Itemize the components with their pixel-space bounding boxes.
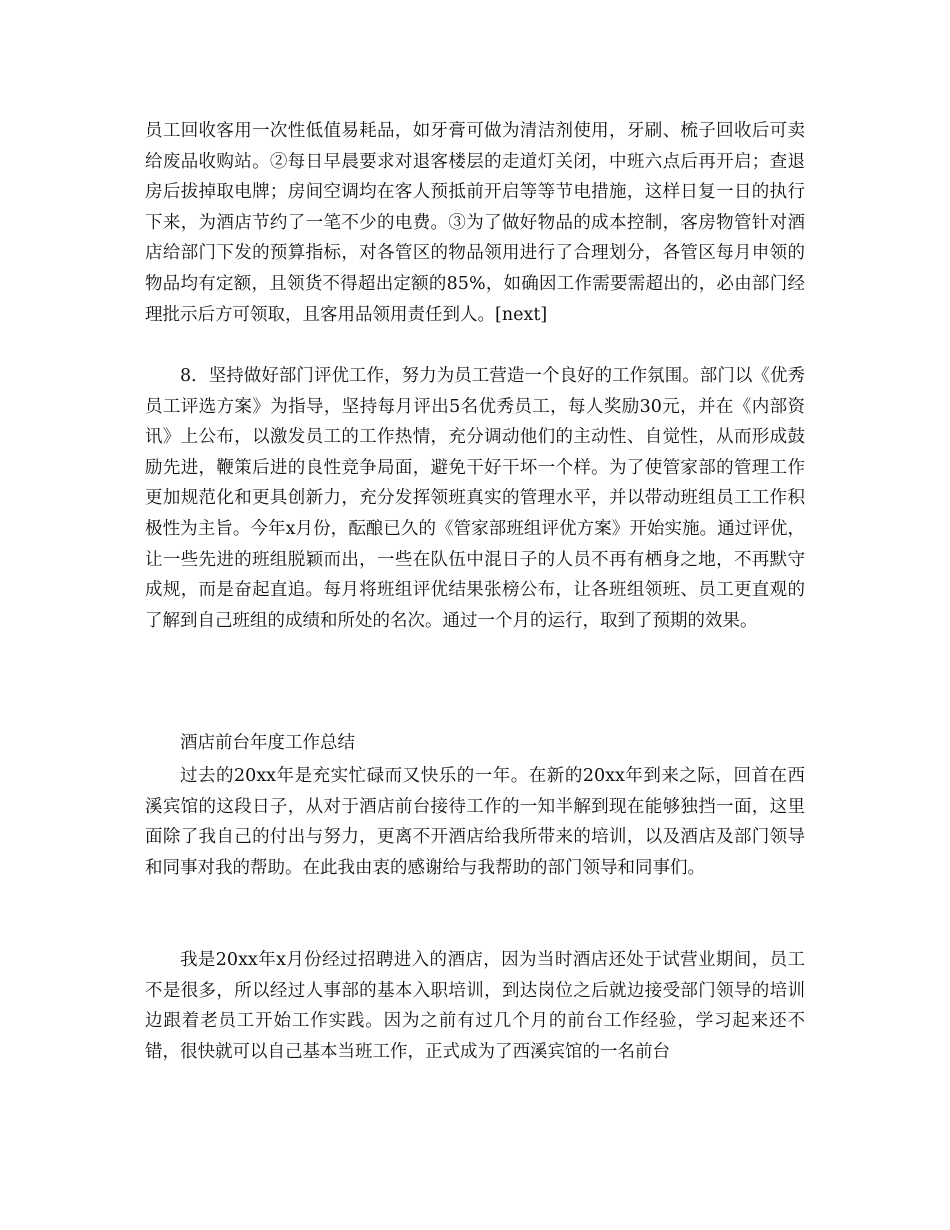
body-paragraph: 我是20xx年x月份经过招聘进入的酒店，因为当时酒店还处于试营业期间，员工不是很多，所以经过人事部的基本入职培训，到达岗位之后就边接受部门领导的培训边跟着老员工开始工作实践。因为之前有过几个月的前台工作经验，学习起来还不错，很快就可以自己基本当班工作，正式成为了西溪宾馆的一名前台 [145,950,805,1062]
section-title: 酒店前台年度工作总结 [180,733,355,753]
body-paragraph: 过去的20xx年是充实忙碌而又快乐的一年。在新的20xx年到来之际，回首在西溪宾馆的这段日子，从对于酒店前台接待工作的一知半解到现在能够独挡一面，这里面除了我自己的付出与努力，更离不开酒店给我所带来的培训，以及酒店及部门领导和同事对我的帮助。在此我由衷的感谢给与我帮助的部门领导和同事们。 [145,766,805,878]
body-paragraph: 8．坚持做好部门评优工作，努力为员工营造一个良好的工作氛围。部门以《优秀员工评选方案》为指导，坚持每月评出5名优秀员工，每人奖励30元，并在《内部资讯》上公布，以激发员工的工作热情，充分调动他们的主动性、自觉性，从而形成鼓励先进，鞭策后进的良性竞争局面，避免干好干坏一个样。为了使管家部的管理工作更加规范化和更具创新力，充分发挥领班真实的管理水平，并以带动班组员工工作积极性为主旨。今年x月份，酝酿已久的《管家部班组评优方案》开始实施。通过评优，让一些先进的班组脱颖而出，一些在队伍中混日子的人员不再有栖身之地，不再默守成规，而是奋起直追。每月将班组评优结果张榜公布，让各班组领班、员工更直观的了解到自己班组的成绩和所处的名次。通过一个月的运行，取到了预期的效果。 [145,366,805,631]
body-paragraph: 员工回收客用一次性低值易耗品，如牙膏可做为清洁剂使用，牙刷、梳子回收后可卖给废品收购站。②每日早晨要求对退客楼层的走道灯关闭，中班六点后再开启；查退房后拔掉取电牌；房间空调均在客人预抵前开启等等节电措施，这样日复一日的执行下来，为酒店节约了一笔不少的电费。③为了做好物品的成本控制，客房物管针对酒店给部门下发的预算指标，对各管区的物品领用进行了合理划分，各管区每月申领的物品均有定额，且领货不得超出定额的85%，如确因工作需要需超出的，必由部门经理批示后方可领取，且客用品领用责任到人。[next] [145,121,805,325]
